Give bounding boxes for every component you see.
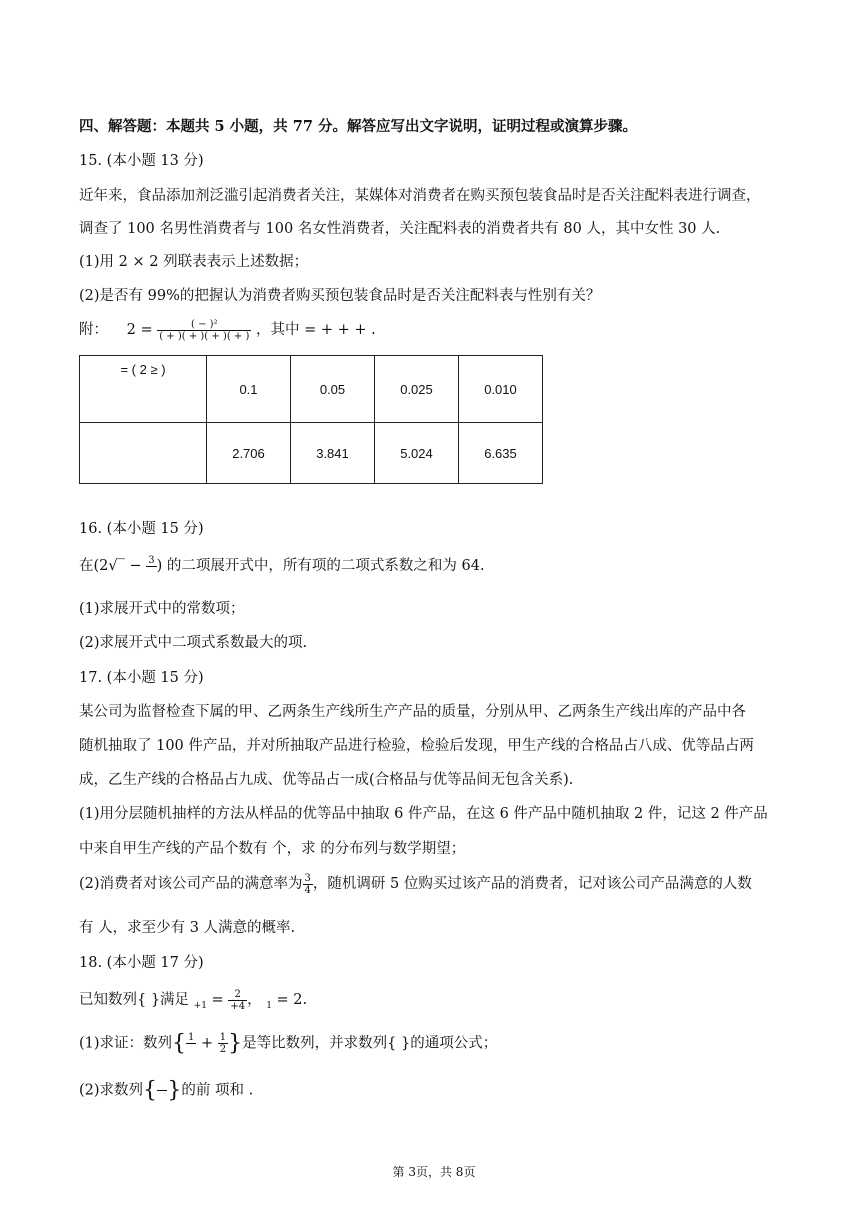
q18-title: 18. (本小题 17 分)	[79, 955, 204, 971]
frac-numerator: 3	[304, 872, 311, 884]
q15-body-line1: 近年来，食品添加剂泛滥引起消费者关注，某媒体对消费者在购买预包装食品时是否关注配料表进行调查，	[79, 188, 761, 204]
frac-numerator: 1	[219, 1032, 227, 1043]
recurrence-fraction	[228, 989, 247, 1012]
critical-value-table	[79, 355, 543, 484]
q17-body-line3: 成，乙生产线的合格品占九成、优等品占一成(合格品与优等品间无包含关系).	[79, 772, 574, 788]
q18-given-tail: = 2.	[271, 992, 308, 1008]
frac-numerator: 2	[228, 989, 247, 1001]
table-cell: 0.1	[207, 356, 291, 423]
q16-suffix: 的二项展开式中，所有项的二项式系数之和为 64.	[162, 558, 485, 574]
q16-part2: (2)求展开式中二项式系数最大的项.	[79, 635, 308, 651]
q18-given	[79, 988, 307, 1012]
q17-part2-prefix: (2)消费者对该公司产品的满意率为	[79, 876, 303, 892]
q16-expression-end: )	[156, 558, 163, 574]
q17-part2-suffix: ，随机调研 5 位购买过该产品的消费者，记对该公司产品满意的人数	[312, 876, 752, 892]
q18-part1-suffix: 是等比数列，并求数列{ }的通项公式；	[242, 1035, 498, 1052]
plus-sign: +	[196, 1035, 218, 1052]
table-row	[80, 356, 543, 423]
q15-title: 15. (本小题 13 分)	[79, 153, 204, 169]
frac-denominator: 4	[304, 884, 311, 896]
formula-denominator: ( + )( + )( + )( + )	[159, 330, 250, 342]
right-brace: }	[167, 1078, 182, 1103]
equals-sign: =	[206, 992, 229, 1008]
frac-denominator: +4	[230, 1000, 246, 1012]
q16-prefix: 在	[79, 558, 94, 574]
q16-body	[79, 554, 485, 578]
table-cell: 0.05	[291, 356, 375, 423]
q15-appendix-formula	[79, 318, 376, 342]
subscript: 1	[266, 1000, 272, 1011]
q17-part1-line1: (1)用分层随机抽样的方法从样品的优等品中抽取 6 件产品，在这 6 件产品中随机抽取 2 件，记这 2 件产品	[79, 806, 768, 822]
q17-body-line2: 随机抽取了 100 件产品，并对所抽取产品进行检验，检验后发现，甲生产线的合格品占八成、优等品占两	[79, 738, 754, 754]
formula-tail: ，其中 = + + + .	[255, 322, 376, 338]
q16-part1: (1)求展开式中的常数项；	[79, 601, 245, 617]
table-header-critical	[80, 423, 207, 484]
q17-part2-line1	[79, 872, 752, 896]
q18-given-prefix: 已知数列{ }满足	[79, 992, 194, 1008]
left-brace: {	[143, 1078, 158, 1103]
q18-part1	[79, 1031, 497, 1056]
table-cell: 6.635	[459, 423, 543, 484]
q18-part2-prefix: (2)求数列	[79, 1082, 144, 1099]
table-header-probability: = ( 2 ≥ )	[80, 356, 207, 423]
frac-denominator: 2	[219, 1044, 227, 1055]
table-cell: 0.025	[375, 356, 459, 423]
q16-fraction	[146, 555, 156, 578]
fraction-empty	[157, 1079, 167, 1102]
left-brace: {	[172, 1031, 187, 1056]
q18-part1-prefix: (1)求证：数列	[79, 1035, 173, 1052]
q16-frac-num: 3	[148, 554, 155, 566]
page-footer: 第 3页，共 8页	[392, 1165, 476, 1179]
q16-expression: (2√‾ −	[93, 558, 147, 574]
q18-part2	[79, 1078, 253, 1103]
frac-numerator: ​	[159, 1079, 166, 1090]
section-heading: 四、解答题：本题共 5 小题，共 77 分。解答应写出文字说明，证明过程或演算步骤。	[79, 118, 637, 135]
table-row	[80, 423, 543, 484]
q16-frac-den	[146, 567, 156, 578]
frac-denominator	[186, 1044, 196, 1055]
q15-part1: (1)用 2 × 2 列联表表示上述数据；	[79, 254, 309, 270]
q18-comma: ，	[247, 992, 267, 1008]
q17-part1-line2: 中来自甲生产线的产品个数有 个，求 的分布列与数学期望；	[79, 841, 466, 857]
q17-part2-line2: 有 人，求至少有 3 人满意的概率.	[79, 920, 296, 936]
formula-lhs: 2 =	[126, 322, 153, 338]
subscript: +1	[193, 1000, 207, 1011]
q17-title: 17. (本小题 15 分)	[79, 670, 204, 686]
fraction-2	[218, 1032, 228, 1055]
q18-part2-suffix: 的前 项和 .	[181, 1082, 254, 1099]
table-cell: 5.024	[375, 423, 459, 484]
q15-body-line2: 调查了 100 名男性消费者与 100 名女性消费者，关注配料表的消费者共有 80 人，其中女性 30 人.	[79, 221, 721, 237]
right-brace: }	[228, 1031, 243, 1056]
appendix-label: 附：	[79, 322, 108, 338]
formula-numerator: ( − )²	[157, 319, 251, 331]
chi-square-fraction	[157, 319, 251, 342]
q15-part2: (2)是否有 99%的把握认为消费者购买预包装食品时是否关注配料表与性别有关？	[79, 288, 601, 304]
table-cell: 2.706	[207, 423, 291, 484]
q16-title: 16. (本小题 15 分)	[79, 521, 204, 537]
table-cell: 0.010	[459, 356, 543, 423]
fraction-1	[186, 1032, 196, 1055]
frac-numerator: 1	[188, 1032, 195, 1043]
q17-body-line1: 某公司为监督检查下属的甲、乙两条生产线所生产产品的质量，分别从甲、乙两条生产线出库的产品中各	[79, 704, 746, 720]
satisfaction-fraction	[303, 873, 313, 896]
frac-denominator	[157, 1091, 167, 1102]
table-cell: 3.841	[291, 423, 375, 484]
